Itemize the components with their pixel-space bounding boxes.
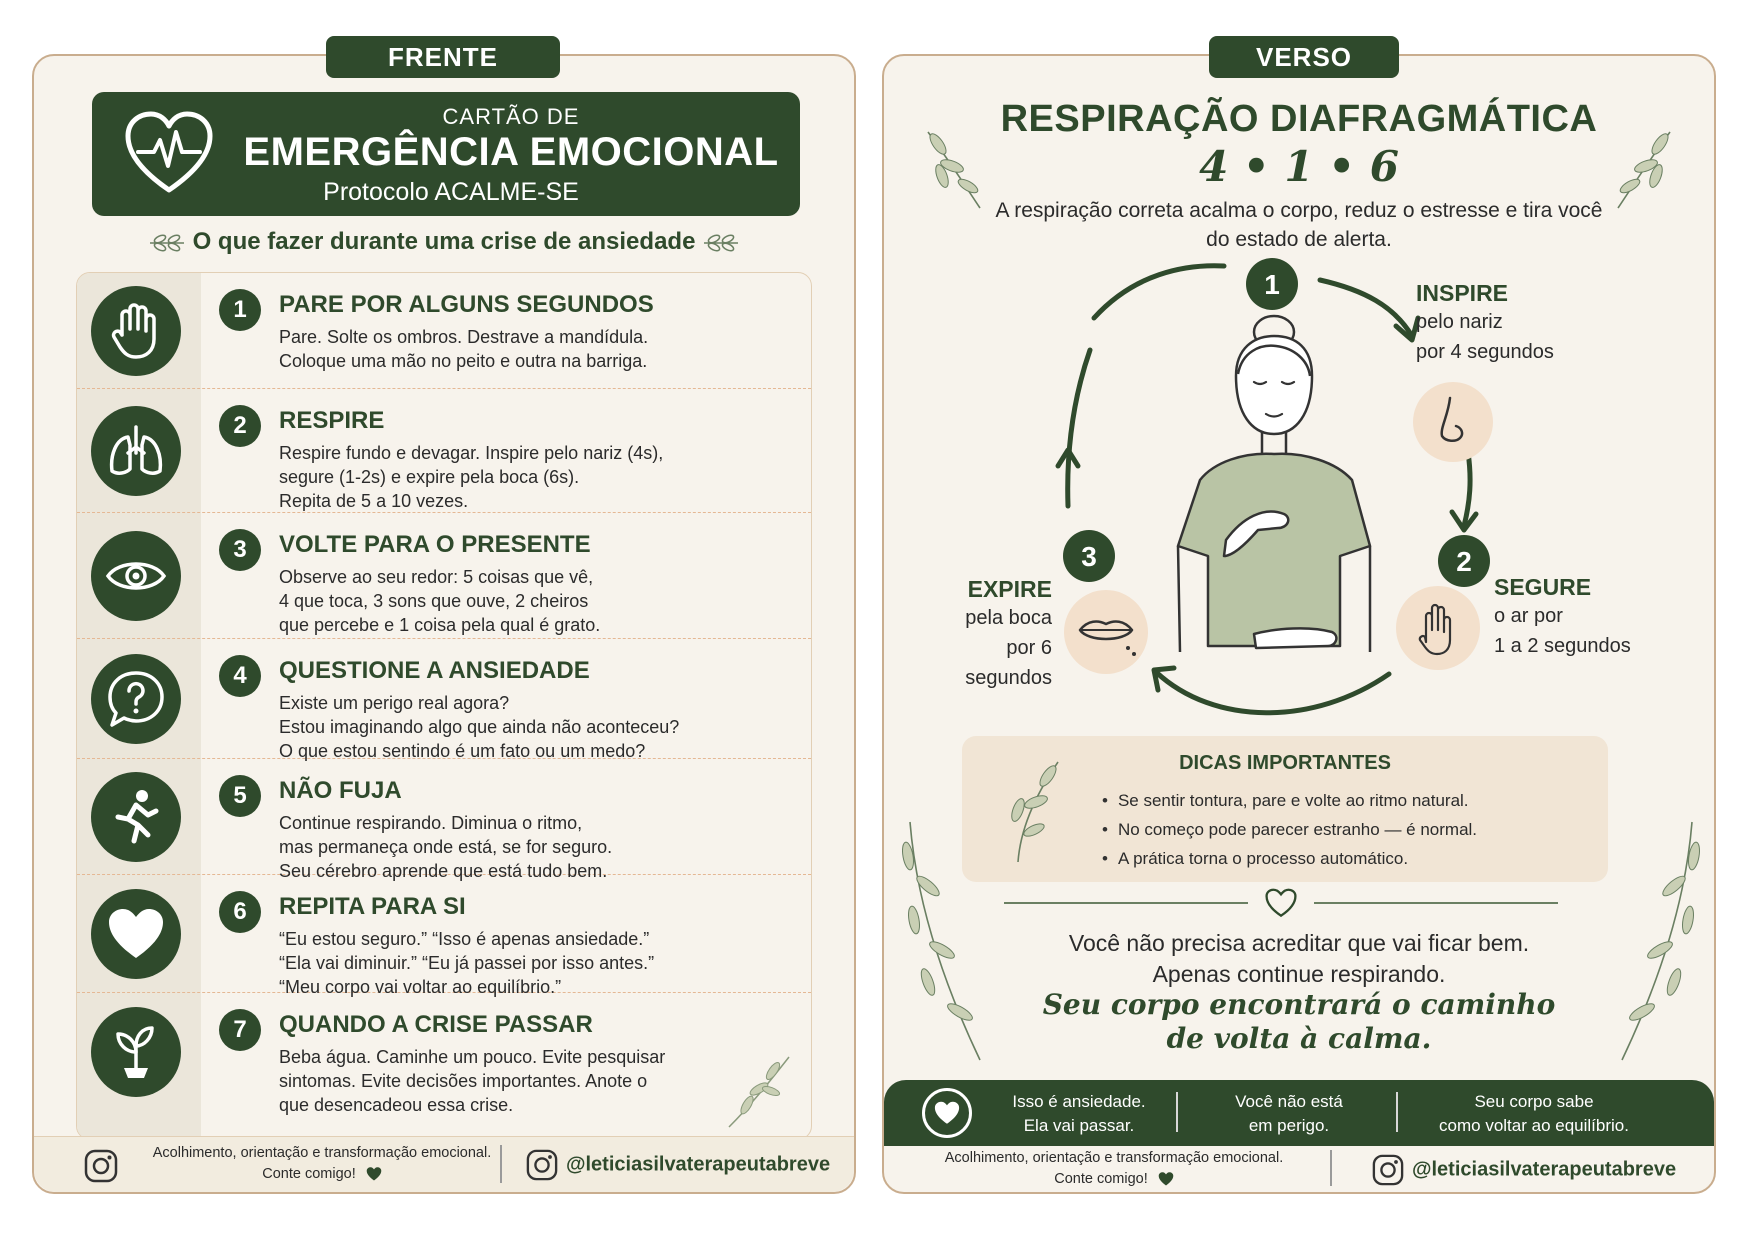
- leaf-branch-icon: [702, 233, 740, 253]
- list-item: • No começo pode parecer estranho — é normal.: [1102, 815, 1477, 844]
- instagram-icon: [1372, 1154, 1404, 1186]
- banner-kicker: CARTÃO DE: [442, 104, 580, 129]
- step-5: [77, 759, 811, 881]
- steps-panel: [76, 272, 812, 1140]
- step-title: REPITA PARA SI: [279, 893, 466, 920]
- tips-title: DICAS IMPORTANTES: [1179, 752, 1391, 774]
- step-body: Existe um perigo real agora? Estou imaginando algo que ainda não aconteceu? O que estou sentindo é um fato ou um medo?: [279, 693, 680, 761]
- phase-number: 3: [1081, 541, 1097, 572]
- front-subtitle: O que fazer durante uma crise de ansiedade: [192, 228, 696, 255]
- step-number: 1: [219, 289, 261, 331]
- heart-icon: [922, 1088, 972, 1138]
- back-footer: [884, 1144, 1714, 1192]
- step-number: 6: [219, 891, 261, 933]
- step-number: 4: [219, 655, 261, 697]
- footer-handle-link[interactable]: [1372, 1154, 1676, 1186]
- step-2: [77, 389, 811, 513]
- closing-emphasis: Seu corpo encontrará o caminho de volta à calma.: [1042, 988, 1556, 1055]
- front-footer: [34, 1136, 854, 1192]
- affirmation-item: Isso é ansiedade. Ela vai passar.: [1012, 1092, 1146, 1135]
- step-number: 7: [219, 1009, 261, 1051]
- step-number: 3: [219, 529, 261, 571]
- question-bubble-icon: [91, 654, 181, 744]
- phase-number: 2: [1456, 546, 1472, 577]
- heart-outline-icon: [1264, 888, 1298, 918]
- phase-inspire: INSPIRE pelo nariz por 4 segundos: [1416, 280, 1554, 363]
- banner-title: EMERGÊNCIA EMOCIONAL: [243, 130, 779, 174]
- step-3: [77, 513, 811, 639]
- step-body: Continue respirando. Diminua o ritmo, mas permaneça onde está, se for seguro. Seu cérebro aprende que está tudo bem.: [279, 813, 613, 881]
- back-title: RESPIRAÇÃO DIAFRAGMÁTICA: [1000, 98, 1598, 140]
- footer-handle: @leticiasilvaterapeutabreve: [1412, 1158, 1677, 1181]
- step-4: [77, 639, 811, 759]
- heart-pulse-icon: [124, 110, 214, 196]
- hand-stop-icon: [1396, 586, 1480, 670]
- step-6: [77, 875, 811, 997]
- step-7: [77, 993, 811, 1140]
- list-item: • A prática torna o processo automático.: [1102, 844, 1477, 873]
- heart-icon: [1158, 1172, 1174, 1186]
- step-title: RESPIRE: [279, 407, 385, 434]
- step-body: Beba água. Caminhe um pouco. Evite pesquisar sintomas. Evite decisões importantes. Anote o que desencadeou essa crise.: [279, 1047, 666, 1115]
- title-banner: [92, 92, 800, 216]
- phase-exhale: EXPIRE pela boca por 6 segundos: [965, 576, 1052, 689]
- footer-handle: @leticiasilvaterapeutabreve: [566, 1153, 831, 1176]
- divider: [1314, 902, 1558, 904]
- back-card: [882, 41, 1716, 1194]
- step-1: [77, 273, 811, 389]
- hand-stop-icon: [91, 286, 181, 376]
- phase-hold: SEGURE o ar por 1 a 2 segundos: [1494, 574, 1631, 657]
- nose-icon: [1413, 382, 1493, 462]
- back-tab: VERSO: [1209, 36, 1399, 78]
- footer-tagline: Acolhimento, orientação e transformação emocional.: [944, 1150, 1284, 1166]
- step-title: QUANDO A CRISE PASSAR: [279, 1011, 593, 1038]
- step-title: VOLTE PARA O PRESENTE: [279, 531, 591, 558]
- tips-list: [1102, 786, 1477, 873]
- back-intro: A respiração correta acalma o corpo, reduz o estresse e tira você do estado de alerta.: [995, 199, 1603, 251]
- front-subtitle-row: [34, 228, 854, 256]
- banner-subtitle: Protocolo ACALME-SE: [323, 178, 579, 206]
- phase-number: 1: [1264, 269, 1280, 300]
- tips-box: [962, 736, 1608, 882]
- step-body: Respire fundo e devagar. Inspire pelo nariz (4s), segure (1-2s) e expire pela boca (6s). Repita de 5 a 10 vezes.: [279, 443, 664, 511]
- step-title: QUESTIONE A ANSIEDADE: [279, 657, 590, 684]
- step-number: 5: [219, 775, 261, 817]
- lungs-icon: [91, 406, 181, 496]
- affirmation-item: Você não está em perigo.: [1235, 1092, 1343, 1135]
- heart-icon: [366, 1167, 382, 1181]
- instagram-icon: [526, 1149, 558, 1181]
- front-card: [32, 41, 856, 1194]
- running-person-icon: [91, 772, 181, 862]
- leaf-branch-icon: [148, 233, 186, 253]
- closing-message: Você não precisa acreditar que vai ficar bem. Apenas continue respirando.: [1068, 930, 1530, 987]
- lips-icon: [1064, 590, 1148, 674]
- person-illustration: [1178, 316, 1370, 652]
- step-number: 2: [219, 405, 261, 447]
- heart-icon: [91, 889, 181, 979]
- footer-tagline: Acolhimento, orientação e transformação emocional.: [152, 1145, 492, 1161]
- affirmation-bar: [884, 1080, 1714, 1146]
- step-body: Pare. Solte os ombros. Destrave a mandídula. Coloque uma mão no peito e outra na barriga.: [279, 327, 649, 371]
- eye-icon: [91, 531, 181, 621]
- divider: [1004, 902, 1248, 904]
- step-title: NÃO FUJA: [279, 777, 402, 804]
- affirmation-item: Seu corpo sabe como voltar ao equilíbrio.: [1439, 1092, 1629, 1135]
- footer-handle-link[interactable]: [526, 1149, 830, 1181]
- step-body: Observe ao seu redor: 5 coisas que vê, 4 que toca, 3 sons que ouve, 2 cheiros que percebe e 1 coisa pela qual é grato.: [279, 567, 601, 635]
- plant-sprout-icon: [91, 1007, 181, 1097]
- footer-cta: Conte comigo!: [1054, 1171, 1148, 1187]
- instagram-icon[interactable]: [84, 1149, 118, 1183]
- leaf-sprig-icon: [723, 1051, 795, 1131]
- step-body: “Eu estou seguro.” “Isso é apenas ansiedade.” “Ela vai diminuir.” “Eu já passei por isso antes.” “Meu corpo vai voltar ao equilíbrio.”: [279, 929, 655, 997]
- breathing-ratio: 4 • 1 • 6: [1199, 142, 1399, 191]
- footer-cta: Conte comigo!: [262, 1166, 356, 1182]
- front-tab: FRENTE: [326, 36, 560, 78]
- breathing-cycle-diagram: [884, 256, 1718, 796]
- step-title: PARE POR ALGUNS SEGUNDOS: [279, 291, 654, 318]
- list-item: • Se sentir tontura, pare e volte ao ritmo natural.: [1102, 786, 1477, 815]
